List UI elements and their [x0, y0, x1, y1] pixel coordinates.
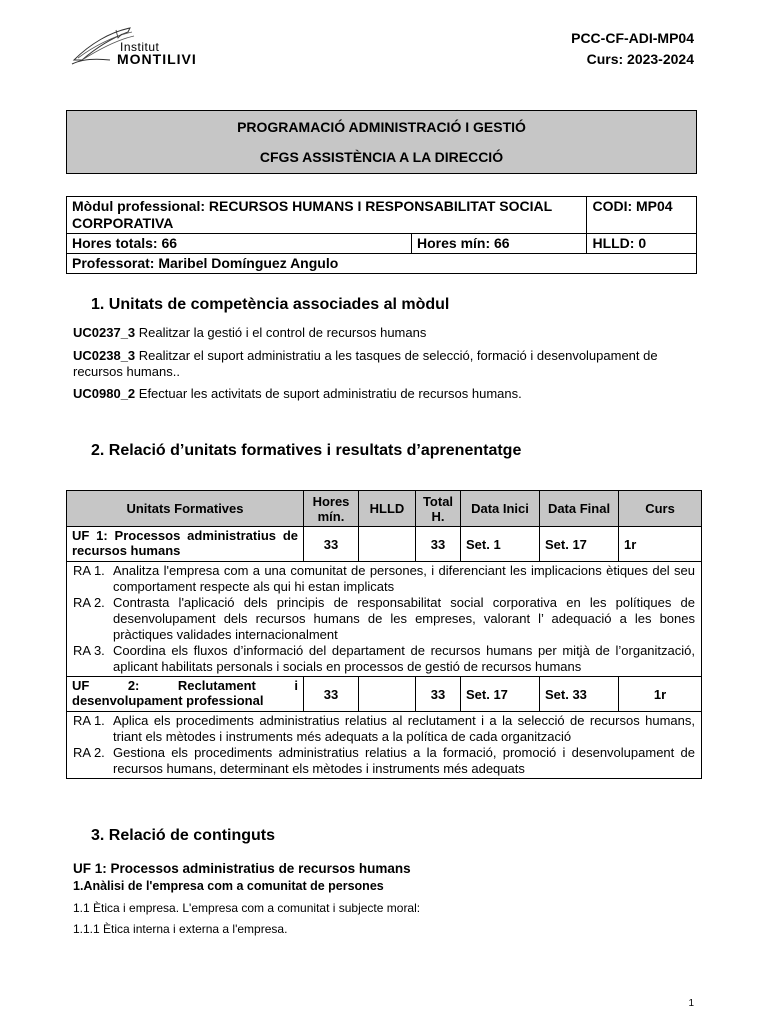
uc-text: Realitzar el suport administratiu a les tasques de selecció, formació i desenvolupament de recursos humans.. — [73, 348, 658, 379]
header-uf: Unitats Formatives — [67, 491, 304, 527]
ra-code: RA 2. — [73, 595, 105, 610]
uf-name: UF 1: Processos administratius de recursos humans — [67, 527, 304, 562]
uf-start: Set. 1 — [461, 527, 540, 562]
uf-start: Set. 17 — [461, 677, 540, 712]
section-2-title: 2. Relació d’unitats formatives i resultats d’aprenentatge — [91, 442, 522, 459]
ra-text: Gestiona els procediments administratius relatius a la formació, promoció i desenvolupament de recursos humans, determinant els mètodes i instruments més adequats — [113, 745, 695, 776]
section-1-title: 1. Unitats de competència associades al mòdul — [91, 296, 450, 313]
ra-code: RA 3. — [73, 643, 105, 658]
document-code-block — [571, 28, 694, 70]
uc-item — [73, 325, 695, 341]
uf-min-hours: 33 — [304, 527, 359, 562]
header-end: Data Final — [540, 491, 619, 527]
list-item — [73, 713, 695, 745]
list-item — [73, 595, 695, 643]
document-subtitle: CFGS ASSISTÈNCIA A LA DIRECCIÓ — [259, 149, 504, 165]
uf-total: 33 — [416, 677, 461, 712]
table-row — [67, 677, 702, 712]
uf-end: Set. 33 — [540, 677, 619, 712]
ra-code: RA 1. — [73, 563, 105, 578]
header-total: Total H. — [416, 491, 461, 527]
hlld-hours: HLLD: 0 — [587, 234, 697, 254]
uf-course: 1r — [619, 677, 702, 712]
header-min-hours: Hores mín. — [304, 491, 359, 527]
ra-code: RA 2. — [73, 745, 105, 760]
uf-total: 33 — [416, 527, 461, 562]
header-course: Curs — [619, 491, 702, 527]
page-number: 1 — [688, 998, 694, 1009]
document-title-box — [66, 110, 697, 174]
uf-table — [66, 490, 702, 779]
document-title: PROGRAMACIÓ ADMINISTRACIÓ I GESTIÓ — [237, 119, 526, 135]
teacher: Professorat: Maribel Domínguez Angulo — [67, 254, 697, 274]
uc-item — [73, 386, 695, 402]
ra-list — [67, 562, 702, 677]
contents-subtitle: 1.Anàlisi de l'empresa com a comunitat de persones — [73, 879, 384, 893]
uf-end: Set. 17 — [540, 527, 619, 562]
course-year: Curs: 2023-2024 — [586, 51, 694, 67]
table-row — [67, 712, 702, 779]
table-row — [67, 527, 702, 562]
module-code: CODI: MP04 — [587, 197, 697, 234]
uc-code: UC0237_3 — [73, 325, 136, 340]
header-hlld: HLLD — [359, 491, 416, 527]
ra-text: Analitza l'empresa com a una comunitat de persones, i diferenciant les implicacions ètiques del seu comportament respecte als qui hi estan implicats — [113, 563, 695, 594]
ra-text: Contrasta l'aplicació dels principis de responsabilitat social corporativa en les polítiques de desenvolupament dels recursos humans de les empreses, valorant l’ adequació a les bones pràctiques validades internacionalment — [113, 595, 695, 642]
module-name: Mòdul professional: RECURSOS HUMANS I RESPONSABILITAT SOCIAL CORPORATIVA — [67, 197, 587, 234]
uc-item — [73, 348, 695, 380]
ra-list — [67, 712, 702, 779]
uf-name: UF 2: Reclutament i desenvolupament professional — [67, 677, 304, 712]
ra-text: Coordina els fluxos d’informació del departament de recursos humans per mitjà de l’organització, aplicant habilitats personals i socials en processos de gestió de recursos humans — [113, 643, 695, 674]
table-row — [67, 562, 702, 677]
uf-hlld — [359, 677, 416, 712]
list-item — [73, 643, 695, 675]
uf-hlld — [359, 527, 416, 562]
uc-code: UC0980_2 — [73, 386, 136, 401]
total-hours: Hores totals: 66 — [67, 234, 412, 254]
uc-text: Realitzar la gestió i el control de recursos humans — [135, 325, 427, 340]
uf-table-header — [67, 491, 702, 527]
contents-line: 1.1.1 Ètica interna i externa a l'empresa. — [73, 922, 288, 936]
uc-code: UC0238_3 — [73, 348, 136, 363]
header-start: Data Inici — [461, 491, 540, 527]
contents-line: 1.1 Ètica i empresa. L'empresa com a comunitat i subjecte moral: — [73, 901, 421, 915]
logo-text-institut: Institut — [120, 40, 160, 54]
contents-uf-title: UF 1: Processos administratius de recursos humans — [73, 861, 411, 876]
uf-course: 1r — [619, 527, 702, 562]
ra-text: Aplica els procediments administratius relatius al reclutament i a la selecció de recursos humans, triant els mètodes i instruments més adequats a la política de cada organització — [113, 713, 695, 744]
list-item — [73, 745, 695, 777]
logo-text-montilivi: MONTILIVI — [117, 51, 197, 67]
document-code: PCC-CF-ADI-MP04 — [571, 30, 694, 46]
min-hours: Hores mín: 66 — [412, 234, 587, 254]
uf-min-hours: 33 — [304, 677, 359, 712]
ra-code: RA 1. — [73, 713, 105, 728]
list-item — [73, 563, 695, 595]
module-info-table — [66, 196, 697, 274]
uc-text: Efectuar les activitats de suport administratiu de recursos humans. — [135, 386, 522, 401]
section-3-title: 3. Relació de continguts — [91, 827, 276, 844]
